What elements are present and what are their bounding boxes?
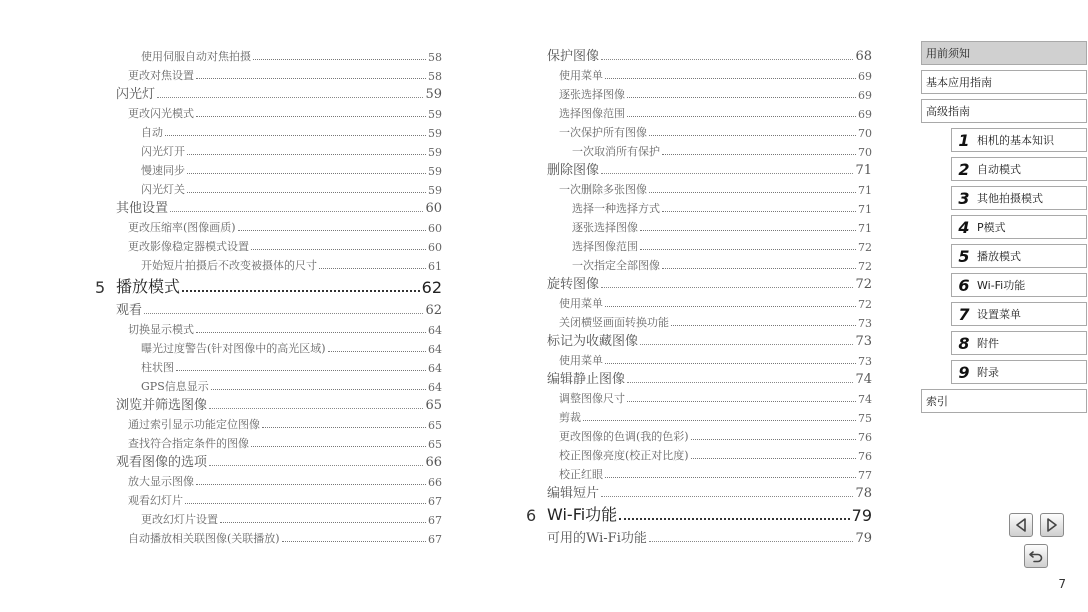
toc-page-number: 73	[858, 317, 872, 330]
toc-leader-dots	[211, 389, 426, 390]
toc-leader-dots	[605, 477, 856, 478]
toc-page-number: 59	[428, 146, 442, 159]
toc-entry-title: 校正图像亮度(校正对比度)	[559, 449, 689, 462]
toc-entry[interactable]	[95, 102, 442, 121]
toc-page-number: 79	[855, 531, 872, 546]
toc-page-number: 65	[425, 398, 442, 413]
toc-entry-title: 校正红眼	[559, 468, 603, 481]
chapter-label: 其他拍摄模式	[977, 192, 1043, 205]
toc-entry[interactable]	[526, 527, 872, 546]
toc-entry-title: 闪光灯	[116, 87, 156, 102]
toc-entry[interactable]	[95, 216, 442, 235]
toc-page-number: 71	[858, 222, 872, 235]
chapter-number: 9	[958, 362, 970, 382]
sidebar-chapter-3[interactable]	[951, 186, 1087, 210]
toc-chapter-entry[interactable]	[95, 275, 442, 297]
toc-entry-title: 使用菜单	[559, 354, 603, 367]
chapter-number: 8	[958, 333, 970, 353]
toc-entry-title: 其他设置	[116, 201, 169, 216]
toc-entry-title: 逐张选择图像	[572, 221, 638, 234]
toc-entry[interactable]	[526, 83, 872, 102]
chapter-number: 3	[958, 188, 970, 208]
toc-page-number: 74	[858, 393, 872, 406]
toc-leader-dots	[601, 173, 853, 174]
sidebar-item-label: 高级指南	[926, 105, 970, 118]
toc-leader-dots	[662, 154, 856, 155]
toc-page-number: 61	[428, 260, 442, 273]
toc-chapter-number: 6	[526, 506, 537, 525]
sidebar-chapter-7[interactable]	[951, 302, 1087, 326]
toc-leader-dots	[319, 268, 426, 269]
toc-leader-dots	[209, 408, 423, 409]
return-icon	[1028, 549, 1044, 563]
toc-leader-dots	[196, 78, 426, 79]
chapter-label: P模式	[977, 221, 1006, 234]
toc-entry-title: 开始短片拍摄后不改变被摄体的尺寸	[141, 259, 317, 272]
toc-leader-dots	[619, 518, 849, 520]
toc-page-number: 60	[428, 241, 442, 254]
toc-page-number: 72	[855, 277, 872, 292]
toc-entry-title: 标记为收藏图像	[547, 334, 639, 349]
toc-entry[interactable]	[95, 432, 442, 451]
toc-leader-dots	[583, 420, 856, 421]
toc-entry-title: 关闭横竖画面转换功能	[559, 316, 669, 329]
toc-page-number: 59	[428, 108, 442, 121]
toc-page-number: 72	[858, 298, 872, 311]
toc-entry[interactable]	[526, 406, 872, 425]
toc-entry[interactable]	[95, 318, 442, 337]
toc-entry[interactable]	[526, 425, 872, 444]
toc-page-number: 64	[428, 324, 442, 337]
toc-leader-dots	[640, 230, 856, 231]
toc-entry-title: 浏览并筛选图像	[116, 398, 208, 413]
toc-leader-dots	[328, 351, 426, 352]
arrow-left-icon	[1015, 518, 1027, 532]
toc-entry[interactable]	[526, 368, 872, 387]
toc-entry-title: 闪光灯开	[141, 145, 185, 158]
chapter-label: 相机的基本知识	[977, 134, 1054, 147]
toc-page-number: 65	[428, 419, 442, 432]
toc-leader-dots	[627, 97, 856, 98]
sidebar-item-label: 基本应用指南	[926, 76, 992, 89]
toc-leader-dots	[640, 344, 853, 345]
toc-entry-title: 编辑静止图像	[547, 372, 626, 387]
toc-entry-title: 更改图像的色调(我的色彩)	[559, 430, 689, 443]
toc-leader-dots	[209, 465, 423, 466]
sidebar-chapter-6[interactable]	[951, 273, 1087, 297]
arrow-right-icon	[1046, 518, 1058, 532]
toc-page-number: 66	[428, 476, 442, 489]
toc-entry[interactable]	[95, 64, 442, 83]
toc-entry[interactable]	[526, 387, 872, 406]
toc-leader-dots	[627, 116, 856, 117]
toc-page-number: 79	[851, 506, 872, 525]
toc-page-number: 64	[428, 343, 442, 356]
toc-page-number: 67	[428, 514, 442, 527]
toc-entry-title: 闪光灯关	[141, 183, 185, 196]
toc-entry[interactable]	[95, 508, 442, 527]
toc-entry-title: 一次删除多张图像	[559, 183, 647, 196]
toc-page-number: 78	[855, 486, 872, 501]
toc-page-number: 75	[858, 412, 872, 425]
toc-page-number: 66	[425, 455, 442, 470]
toc-entry[interactable]	[95, 451, 442, 470]
chapter-number: 5	[958, 246, 970, 266]
toc-entry-title: 编辑短片	[547, 486, 600, 501]
chapter-label: 播放模式	[977, 250, 1021, 263]
sidebar-item-advanced-guide[interactable]	[921, 99, 1087, 123]
toc-leader-dots	[182, 290, 420, 292]
toc-entry[interactable]	[95, 235, 442, 254]
toc-entry[interactable]	[526, 463, 872, 482]
toc-leader-dots	[251, 446, 426, 447]
toc-entry-title: 更改闪光模式	[128, 107, 194, 120]
toc-leader-dots	[144, 313, 423, 314]
toc-entry-title: 观看幻灯片	[128, 494, 183, 507]
toc-leader-dots	[196, 116, 426, 117]
toc-entry-title: 自动播放相关联图像(关联播放)	[128, 532, 280, 545]
toc-page-number: 60	[425, 201, 442, 216]
toc-entry[interactable]	[95, 159, 442, 178]
toc-page-number: 71	[855, 163, 872, 178]
toc-leader-dots	[196, 484, 426, 485]
chapter-number: 4	[958, 217, 970, 237]
toc-page-number: 67	[428, 495, 442, 508]
toc-page-number: 76	[858, 431, 872, 444]
toc-entry[interactable]	[526, 444, 872, 463]
toc-leader-dots	[282, 541, 426, 542]
toc-entry[interactable]	[526, 45, 872, 64]
toc-leader-dots	[649, 541, 854, 542]
toc-entry-title: 删除图像	[547, 163, 600, 178]
toc-entry[interactable]	[95, 197, 442, 216]
chapter-list	[921, 128, 1087, 384]
toc-entry-title: 慢速同步	[141, 164, 185, 177]
toc-entry-title: 观看	[116, 303, 143, 318]
toc-page-number: 70	[858, 127, 872, 140]
chapter-label: 设置菜单	[977, 308, 1021, 321]
toc-entry-title: 选择图像范围	[559, 107, 625, 120]
toc-entry[interactable]	[95, 83, 442, 102]
toc-leader-dots	[691, 439, 856, 440]
toc-entry-title: 选择图像范围	[572, 240, 638, 253]
toc-entry-title: 柱状图	[141, 361, 174, 374]
toc-chapter-entry[interactable]	[526, 503, 872, 525]
toc-entry-title: 旋转图像	[547, 277, 600, 292]
toc-entry-title: 一次取消所有保护	[572, 145, 660, 158]
sidebar-item-before-use[interactable]	[921, 41, 1087, 65]
toc-entry[interactable]	[95, 45, 442, 64]
toc-leader-dots	[253, 59, 426, 60]
toc-entry-title: 更改压缩率(图像画质)	[128, 221, 236, 234]
toc-entry[interactable]	[95, 470, 442, 489]
toc-entry[interactable]	[526, 197, 872, 216]
sidebar-chapter-2[interactable]	[951, 157, 1087, 181]
toc-entry[interactable]	[526, 235, 872, 254]
toc-page-number: 74	[855, 372, 872, 387]
toc-page-number: 69	[858, 70, 872, 83]
toc-entry[interactable]	[526, 482, 872, 501]
toc-entry[interactable]	[95, 394, 442, 413]
sidebar-chapter-1[interactable]	[951, 128, 1087, 152]
toc-entry[interactable]	[95, 140, 442, 159]
chapter-label: Wi-Fi功能	[977, 279, 1026, 292]
sidebar-nav	[921, 41, 1087, 418]
toc-leader-dots	[627, 401, 856, 402]
toc-page-number: 70	[858, 146, 872, 159]
toc-entry[interactable]	[95, 121, 442, 140]
toc-leader-dots	[157, 97, 423, 98]
chapter-number: 2	[958, 159, 970, 179]
toc-entry-title: 观看图像的选项	[116, 455, 208, 470]
sidebar-item-label: 用前须知	[926, 47, 970, 60]
toc-leader-dots	[605, 306, 856, 307]
toc-entry[interactable]	[526, 292, 872, 311]
toc-entry[interactable]	[526, 140, 872, 159]
toc-entry-title: 剪裁	[559, 411, 581, 424]
toc-entry[interactable]	[526, 102, 872, 121]
toc-leader-dots	[605, 78, 856, 79]
toc-page-number: 58	[428, 51, 442, 64]
toc-entry[interactable]	[95, 527, 442, 546]
prev-page-button[interactable]	[1009, 513, 1033, 537]
toc-leader-dots	[649, 135, 856, 136]
toc-page-number: 69	[858, 89, 872, 102]
toc-page-number: 67	[428, 533, 442, 546]
toc-entry-title: GPS信息显示	[141, 380, 209, 393]
toc-leader-dots	[220, 522, 426, 523]
toc-page-number: 60	[428, 222, 442, 235]
toc-leader-dots	[176, 370, 426, 371]
toc-page-number: 58	[428, 70, 442, 83]
sidebar-item-index[interactable]	[921, 389, 1087, 413]
page-number: 7	[1058, 577, 1066, 591]
sidebar-chapter-8[interactable]	[951, 331, 1087, 355]
toc-page-number: 72	[858, 260, 872, 273]
chapter-label: 附件	[977, 337, 999, 350]
toc-page-number: 76	[858, 450, 872, 463]
toc-entry-title: 切换显示模式	[128, 323, 194, 336]
toc-entry-title: 使用菜单	[559, 69, 603, 82]
toc-page-number: 64	[428, 381, 442, 394]
toc-entry[interactable]	[95, 178, 442, 197]
toc-entry[interactable]	[95, 356, 442, 375]
chapter-number: 6	[958, 275, 970, 295]
return-button[interactable]	[1024, 544, 1048, 568]
toc-entry-title: 曝光过度警告(针对图像中的高光区域)	[141, 342, 326, 355]
toc-leader-dots	[187, 154, 426, 155]
toc-page-number: 68	[855, 49, 872, 64]
toc-page-number: 71	[858, 203, 872, 216]
toc-entry-title: 播放模式	[116, 277, 181, 296]
toc-entry-title: 逐张选择图像	[559, 88, 625, 101]
toc-entry[interactable]	[95, 375, 442, 394]
toc-leader-dots	[601, 59, 853, 60]
toc-page-number: 77	[858, 469, 872, 482]
toc-page-number: 69	[858, 108, 872, 121]
toc-page-number: 59	[425, 87, 442, 102]
toc-leader-dots	[605, 363, 856, 364]
chapter-number: 1	[958, 130, 970, 150]
toc-leader-dots	[251, 249, 426, 250]
toc-entry[interactable]	[526, 159, 872, 178]
toc-entry[interactable]	[526, 273, 872, 292]
sidebar-chapter-5[interactable]	[951, 244, 1087, 268]
toc-entry[interactable]	[526, 64, 872, 83]
toc-leader-dots	[601, 287, 853, 288]
toc-leader-dots	[627, 382, 853, 383]
toc-leader-dots	[165, 135, 426, 136]
toc-leader-dots	[601, 496, 853, 497]
toc-leader-dots	[662, 211, 856, 212]
toc-entry-title: 放大显示图像	[128, 475, 194, 488]
toc-page-number: 59	[428, 165, 442, 178]
toc-page-number: 72	[858, 241, 872, 254]
toc-entry[interactable]	[95, 299, 442, 318]
toc-chapter-number: 5	[95, 278, 106, 297]
sidebar-chapter-4[interactable]	[951, 215, 1087, 239]
toc-entry[interactable]	[526, 216, 872, 235]
toc-leader-dots	[671, 325, 856, 326]
sidebar-item-label: 索引	[926, 395, 948, 408]
toc-page-number: 73	[855, 334, 872, 349]
toc-entry-title: 保护图像	[547, 49, 600, 64]
chapter-label: 自动模式	[977, 163, 1021, 176]
toc-entry[interactable]	[95, 489, 442, 508]
toc-column-left	[95, 45, 442, 546]
sidebar-item-basic-guide[interactable]	[921, 70, 1087, 94]
toc-entry-title: 一次保护所有图像	[559, 126, 647, 139]
toc-page-number: 59	[428, 184, 442, 197]
toc-entry-title: 使用伺服自动对焦拍摄	[141, 50, 251, 63]
toc-entry[interactable]	[95, 413, 442, 432]
chapter-number: 7	[958, 304, 970, 324]
toc-entry[interactable]	[526, 330, 872, 349]
toc-entry-title: 查找符合指定条件的图像	[128, 437, 249, 450]
toc-leader-dots	[170, 211, 423, 212]
toc-entry-title: 自动	[141, 126, 163, 139]
toc-leader-dots	[662, 268, 856, 269]
toc-page-number: 64	[428, 362, 442, 375]
toc-entry[interactable]	[526, 121, 872, 140]
toc-entry[interactable]	[526, 254, 872, 273]
toc-entry-title: 通过索引显示功能定位图像	[128, 418, 260, 431]
toc-entry-title: 可用的Wi-Fi功能	[547, 531, 647, 546]
chapter-label: 附录	[977, 366, 999, 379]
toc-leader-dots	[649, 192, 856, 193]
toc-entry-title: Wi-Fi功能	[547, 505, 618, 524]
toc-leader-dots	[185, 503, 426, 504]
toc-leader-dots	[187, 173, 426, 174]
toc-entry-title: 更改影像稳定器模式设置	[128, 240, 249, 253]
toc-page-number: 73	[858, 355, 872, 368]
toc-entry-title: 一次指定全部图像	[572, 259, 660, 272]
toc-leader-dots	[238, 230, 426, 231]
toc-page-number: 65	[428, 438, 442, 451]
toc-leader-dots	[640, 249, 856, 250]
toc-entry-title: 选择一种选择方式	[572, 202, 660, 215]
toc-page-number: 71	[858, 184, 872, 197]
toc-entry-title: 更改幻灯片设置	[141, 513, 218, 526]
toc-leader-dots	[187, 192, 426, 193]
toc-entry[interactable]	[526, 178, 872, 197]
toc-leader-dots	[262, 427, 426, 428]
toc-entry-title: 使用菜单	[559, 297, 603, 310]
toc-entry[interactable]	[526, 311, 872, 330]
toc-column-right	[526, 45, 872, 546]
toc-entry-title: 调整图像尺寸	[559, 392, 625, 405]
toc-entry[interactable]	[95, 254, 442, 273]
toc-page-number: 62	[421, 278, 442, 297]
toc-page-number: 62	[425, 303, 442, 318]
toc-leader-dots	[691, 458, 856, 459]
toc-leader-dots	[196, 332, 426, 333]
toc-entry-title: 更改对焦设置	[128, 69, 194, 82]
next-page-button[interactable]	[1040, 513, 1064, 537]
sidebar-chapter-9[interactable]	[951, 360, 1087, 384]
toc-page-number: 59	[428, 127, 442, 140]
toc-entry[interactable]	[95, 337, 442, 356]
toc-entry[interactable]	[526, 349, 872, 368]
